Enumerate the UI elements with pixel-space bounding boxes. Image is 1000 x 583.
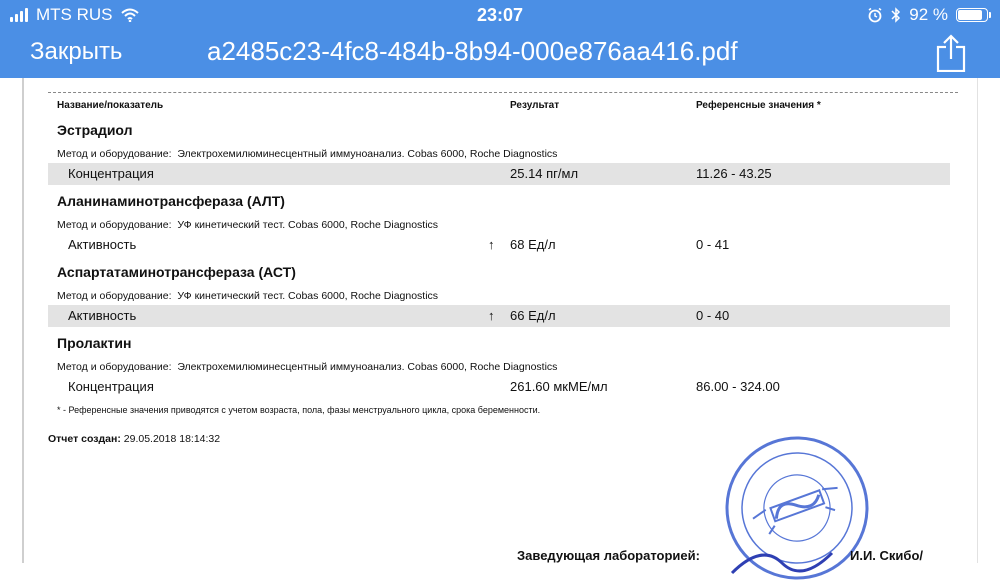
result-row	[48, 305, 950, 327]
method-text: Электрохемилюминесцентный иммуноанализ. Cobas 6000, Roche Diagnostics	[177, 361, 558, 373]
section-title: Пролактин	[57, 335, 132, 351]
parameter-name: Активность	[68, 308, 137, 323]
table-top-divider	[48, 92, 958, 93]
method-label: Метод и оборудование:	[57, 361, 172, 373]
result-value: 261.60 мкМЕ/мл	[510, 379, 608, 394]
method-line	[57, 290, 438, 302]
method-text: УФ кинетический тест. Cobas 6000, Roche Diagnostics	[177, 219, 439, 231]
bluetooth-icon	[891, 7, 901, 23]
reference-range: 0 - 40	[696, 308, 730, 323]
pdf-page[interactable]	[0, 78, 1000, 563]
header-name: Название/показатель	[57, 100, 164, 111]
report-created	[48, 433, 220, 445]
result-value: 66 Ед/л	[510, 308, 556, 323]
result-value: 25.14 пг/мл	[510, 166, 579, 181]
battery-percent: 92 %	[909, 5, 948, 24]
footnote: * - Референсные значения приводятся с учетом возраста, пола, фазы менструального цикла, срока беременности.	[57, 405, 541, 415]
status-right	[867, 5, 988, 25]
share-icon[interactable]	[935, 34, 967, 72]
section-title: Аспартатаминотрансфераза (АСТ)	[57, 264, 296, 280]
header-reference: Референсные значения *	[696, 100, 821, 111]
head-of-lab-label: Заведующая лабораторией:	[517, 548, 700, 563]
method-text: Электрохемилюминесцентный иммуноанализ. Cobas 6000, Roche Diagnostics	[177, 148, 558, 160]
result-value: 68 Ед/л	[510, 237, 556, 252]
alarm-icon	[867, 7, 883, 23]
section-title: Эстрадиол	[57, 122, 133, 138]
nav-row	[0, 32, 1000, 78]
carrier-label: MTS RUS	[36, 5, 113, 24]
method-line	[57, 148, 557, 160]
section-title: Аланинаминотрансфераза (АЛТ)	[57, 193, 285, 209]
flag-up-icon: ↑	[488, 308, 495, 323]
close-button[interactable]: Закрыть	[30, 38, 123, 65]
page-right-edge	[977, 78, 978, 563]
battery-fill	[958, 10, 982, 20]
result-row	[48, 163, 950, 185]
method-line	[57, 219, 438, 231]
method-label: Метод и оборудование:	[57, 219, 172, 231]
result-row	[48, 234, 950, 256]
report-datetime: 29.05.2018 18:14:32	[123, 433, 221, 445]
method-text: УФ кинетический тест. Cobas 6000, Roche Diagnostics	[177, 290, 439, 302]
method-label: Метод и оборудование:	[57, 290, 172, 302]
parameter-name: Концентрация	[68, 379, 154, 394]
parameter-name: Концентрация	[68, 166, 154, 181]
reference-range: 0 - 41	[696, 237, 730, 252]
result-row	[48, 376, 950, 398]
battery-icon	[956, 8, 988, 22]
clock: 23:07	[476, 5, 524, 25]
header-result: Результат	[510, 100, 560, 111]
method-line	[57, 361, 557, 373]
method-label: Метод и оборудование:	[57, 148, 172, 160]
signer-name: И.И. Скибо/	[850, 548, 923, 563]
parameter-name: Активность	[68, 237, 137, 252]
page-left-edge	[22, 78, 24, 563]
status-bar	[0, 0, 1000, 32]
document-title: a2485c23-4fc8-484b-8b94-000e876aa416.pdf	[207, 36, 738, 66]
flag-up-icon: ↑	[488, 237, 495, 252]
reference-range: 11.26 - 43.25	[696, 166, 772, 181]
report-label: Отчет создан:	[48, 433, 121, 445]
top-bar	[0, 0, 1000, 78]
reference-range: 86.00 - 324.00	[696, 379, 780, 394]
